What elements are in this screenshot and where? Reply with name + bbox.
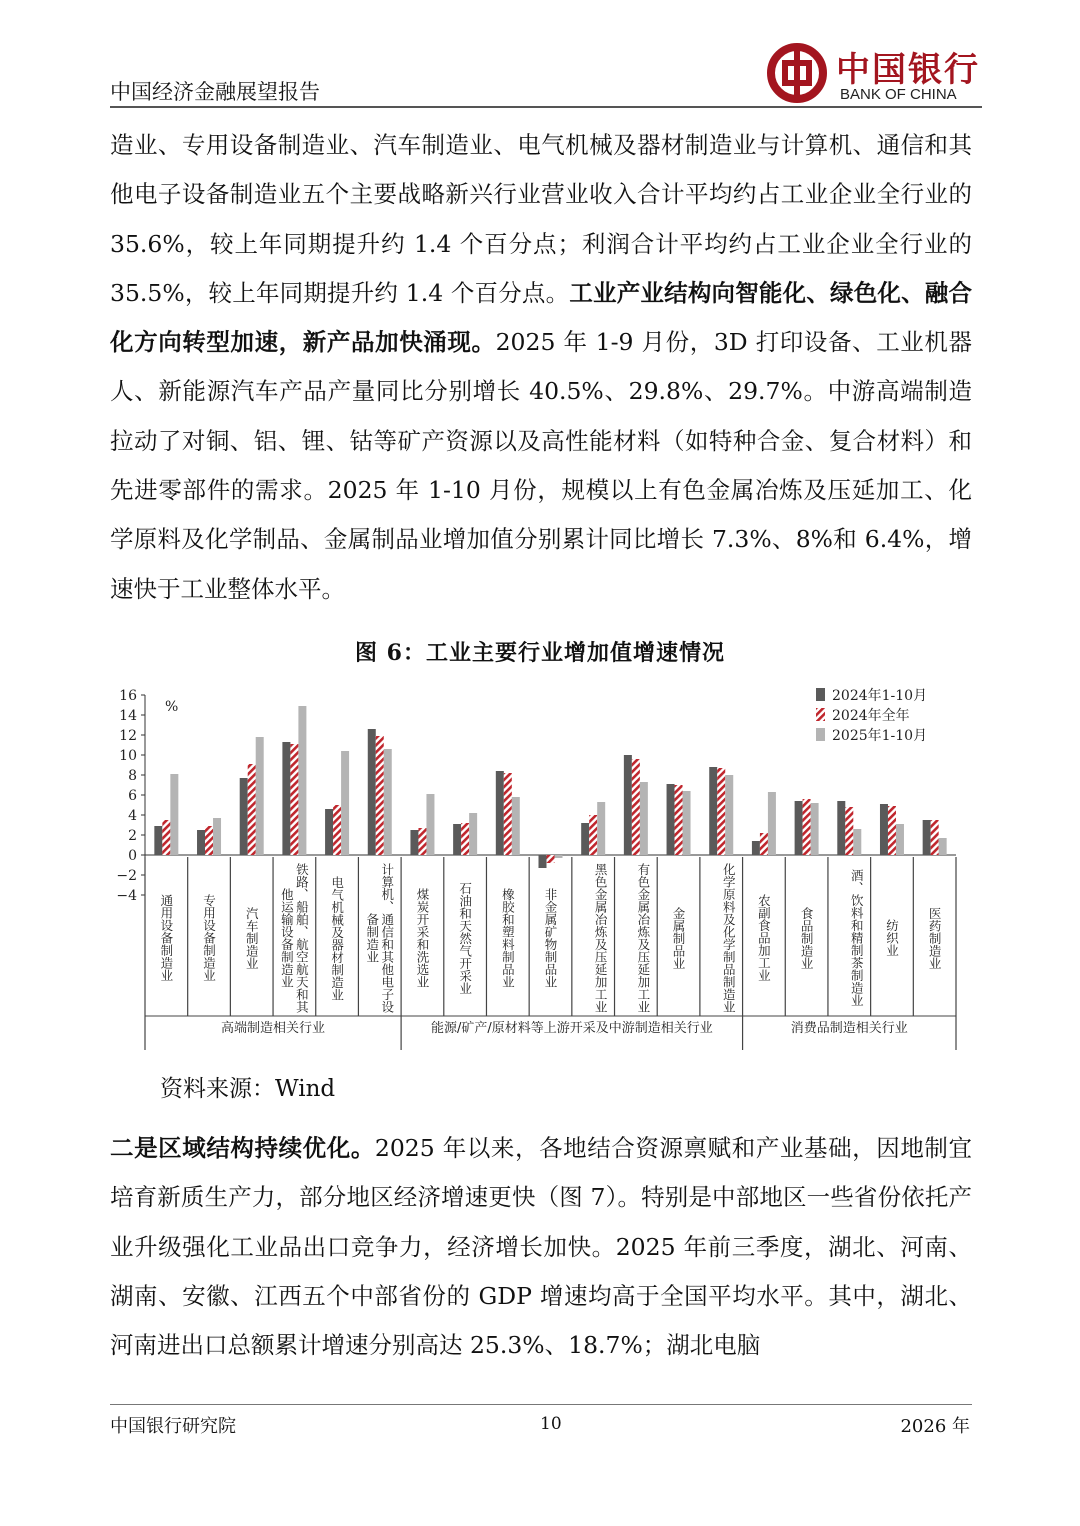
bar-1-2 [197,830,205,855]
header-divider [110,106,982,108]
bar-1-1 [154,826,162,855]
report-title: 中国经济金融展望报告 [110,80,320,104]
legend-label: 2024年1-10月 [832,688,928,704]
bank-of-china-emblem-icon [766,42,828,104]
bar-2-5 [333,805,341,855]
bar-2-4 [290,744,298,855]
body-paragraph-1 [110,121,972,614]
bar-1-18 [880,804,888,855]
chart-svg [100,680,960,1050]
y-tick-label: 10 [119,748,137,764]
y-tick-label: 8 [128,768,137,784]
paragraph-emphasis: 工业产业结构向智能化、绿色化、融合化方向转型加速，新产品加快涌现。 [110,278,973,357]
bar-2-1 [162,820,170,855]
category-label: 纺织业 [884,919,900,957]
footer-divider [110,1404,972,1405]
legend-swatch [816,708,825,721]
bar-1-11 [581,823,589,855]
group-label: 高端制造相关行业 [221,1021,326,1036]
paragraph-text: 2025 年 1-9 月份，3D 打印设备、工业机器人、新能源汽车产品产量同比分别增长 40.5%、29.8%、29.7%。中游高端制造拉动了对铜、铝、锂、钴等矿产资源以及高性能材料（如特种合金、复合材料）和先进零部件的需求。2025 年 1-10 月份，规模以上有色金属冶炼及压延加工、化学原料及化学制品、金属制品业增加值分别累计同比增长 7.3%、8%和 6.4%，增速快于工业整体水平。 [110,328,973,603]
category-label: 专用设备制造业 [201,894,217,982]
category-label: 化学原料及化学制品制造业 [721,863,737,1013]
bar-2-10 [547,855,555,863]
bar-1-5 [325,809,333,855]
y-axis-unit-label: % [165,699,179,715]
bar-1-19 [923,820,931,855]
bar-2-14 [717,768,725,855]
y-tick-label: 2 [128,828,137,844]
paragraph-text: 造业、专用设备制造业、汽车制造业、电气机械及器材制造业与计算机、通信和其他电子设备制造业五个主要战略新兴行业营业收入合计平均约占工业企业全行业的 35.6%，较上年同期提升约 1.4 个百分点；利润合计平均约占工业企业全行业的 35.5%，较上年同期提升约 1.4 个百分点。 [110,131,972,307]
bar-2-16 [803,799,811,855]
bar-2-2 [205,826,213,855]
bar-2-15 [760,833,768,855]
category-label: 煤炭开采和洗选业 [414,888,430,988]
bar-2-8 [461,823,469,855]
y-tick-label: 4 [128,808,137,824]
logo-english-name: BANK OF CHINA [840,86,957,103]
category-label: 电气机械及器材制造业 [329,875,345,1001]
bar-3-13 [683,791,691,855]
legend-label: 2024年全年 [832,708,910,724]
bar-3-14 [725,775,733,855]
category-label: 食品制造业 [799,906,815,970]
bar-1-12 [624,755,632,855]
bar-1-13 [667,784,675,855]
bar-3-1 [170,774,178,855]
category-label: 黑色金属冶炼及压延加工业 [593,863,609,1013]
bar-2-11 [589,815,597,855]
bar-2-6 [376,736,384,855]
bar-2-3 [248,764,256,855]
figure-title: 图 6：工业主要行业增加值增速情况 [355,640,725,666]
industry-growth-chart [100,680,960,1050]
bar-2-19 [931,820,939,855]
category-label: 金属制品业 [671,906,687,970]
body-paragraph-2 [110,1124,972,1370]
y-tick-label: 6 [128,788,137,804]
bar-1-9 [496,771,504,855]
bar-3-17 [853,829,861,855]
bar-3-11 [597,802,605,855]
category-label: 非金属矿物制品业 [543,888,558,988]
category-label: 农副食品加工业 [756,894,772,982]
footer-year: 2026 年 [900,1416,970,1437]
bar-2-7 [418,828,426,855]
bar-1-14 [709,767,717,855]
category-label: 计算机、通信和其他电子设备制造业 [364,863,395,1013]
bar-1-15 [752,841,760,855]
category-label: 石油和天然气开采业 [457,881,473,995]
bar-3-15 [768,792,776,855]
bar-3-10 [555,855,563,858]
figure-source: 资料来源：Wind [160,1076,336,1102]
group-label: 能源/矿产/原材料等上游开采及中游制造相关行业 [430,1021,713,1036]
legend-swatch [816,688,825,701]
bar-3-18 [896,824,904,855]
y-tick-label: 12 [119,728,137,744]
bar-3-19 [939,838,947,855]
footer-institution: 中国银行研究院 [110,1416,236,1437]
bar-3-12 [640,782,648,855]
bar-2-9 [504,773,512,855]
bar-3-6 [384,749,392,855]
paragraph-text: 2025 年以来，各地结合资源禀赋和产业基础，因地制宜培育新质生产力，部分地区经济增速更快（图 7）。特别是中部地区一些省份依托产业升级强化工业品出口竞争力，经济增长加快。2025 年前三季度，湖北、河南、湖南、安徽、江西五个中部省份的 GDP 增速均高于全国平均水平。其中，湖北、河南进出口总额累计增速分别高达 25.3%、18.7%；湖北电脑 [110,1134,972,1360]
bar-1-7 [410,830,418,855]
page-number: 10 [540,1414,562,1434]
category-label: 酒、饮料和精制茶制造业 [849,869,865,1007]
bar-3-9 [512,797,520,855]
category-label: 铁路、船舶、航空航天和其他运输设备制造业 [279,863,310,1013]
y-tick-label: −2 [116,868,137,884]
bar-2-17 [845,807,853,855]
legend-swatch [816,728,825,741]
y-tick-label: 0 [128,848,137,864]
bar-2-13 [675,785,683,855]
bar-3-8 [469,813,477,855]
bar-3-5 [341,751,349,855]
category-label: 通用设备制造业 [158,894,174,982]
category-label: 医药制造业 [927,906,943,970]
bar-3-3 [256,737,264,855]
paragraph-emphasis: 二是区域结构持续优化。 [110,1134,375,1162]
bar-1-17 [837,801,845,855]
bar-2-18 [888,806,896,855]
y-tick-label: 14 [119,708,137,724]
category-label: 橡胶和塑料制品业 [500,888,516,988]
bank-logo [766,42,982,106]
bar-3-2 [213,818,221,855]
bar-3-16 [811,803,819,855]
bar-3-4 [298,706,306,855]
bar-2-12 [632,759,640,855]
category-label: 有色金属冶炼及压延加工业 [635,863,651,1013]
y-tick-label: −4 [116,888,137,904]
bar-1-8 [453,824,461,855]
y-tick-label: 16 [119,688,137,704]
group-label: 消费品制造相关行业 [790,1021,908,1036]
legend-label: 2025年1-10月 [832,728,928,744]
bar-1-16 [795,801,803,855]
bar-1-3 [240,778,248,855]
category-label: 汽车制造业 [244,906,260,970]
bar-3-7 [426,794,434,855]
bar-1-4 [282,742,290,855]
logo-chinese-name: 中国银行 [836,50,980,90]
bar-1-6 [368,729,376,855]
